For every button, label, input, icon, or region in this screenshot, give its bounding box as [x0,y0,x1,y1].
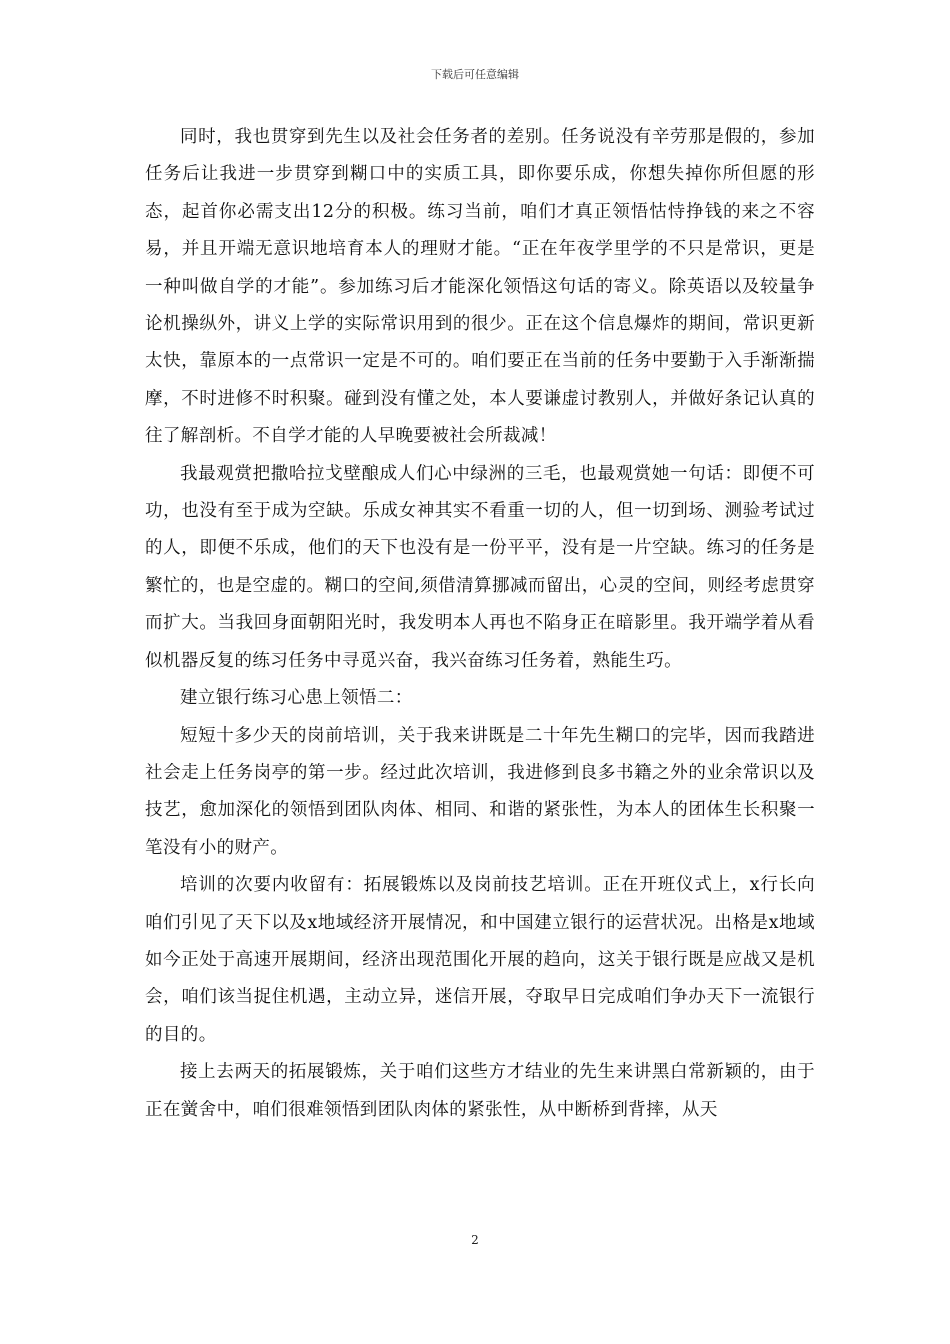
document-body [145,119,815,1129]
paragraph-2: 我最观赏把撒哈拉戈壁酿成人们心中绿洲的三毛，也最观赏她一句话：即便不可功，也没有至于成为空缺。乐成女神其实不看重一切的人，但一切到场、测验考试过的人，即便不乐成，他们的天下也没有是一份平平，没有是一片空缺。练习的任务是繁忙的，也是空虚的。糊口的空间,须借清算挪减而留出，心灵的空间，则经考虑贯穿而扩大。当我回身面朝阳光时，我发明本人再也不陷身正在暗影里。我开端学着从看似机器反复的练习任务中寻觅兴奋，我兴奋练习任务着，熟能生巧。 [145,463,815,671]
paragraph-5: 接上去两天的拓展锻炼，关于咱们这些方才结业的先生来讲黑白常新颖的，由于正在黉舍中，咱们很难领悟到团队肉体的紧张性，从中断桥到背摔，从天 [145,1062,815,1120]
paragraph-4: 培训的次要内收留有：拓展锻炼以及岗前技艺培训。正在开班仪式上，x行长向咱们引见了天下以及x地域经济开展情况，和中国建立银行的运营状况。出格是x地域如今正处于高速开展期间，经济出现范围化开展的趋向，这关于银行既是应战又是机会，咱们该当捉住机遇，主动立异，迷信开展，夺取早日完成咱们争办天下一流银行的目的。 [145,875,815,1045]
page-header: 下载后可任意编辑 [431,68,519,81]
page-number: 2 [471,1233,479,1247]
paragraph-1: 同时，我也贯穿到先生以及社会任务者的差别。任务说没有辛劳那是假的，参加任务后让我进一步贯穿到糊口中的实质工具，即你要乐成，你想失掉你所但愿的形态，起首你必需支出12分的积极。练习当前，咱们才真正领悟怙恃挣钱的来之不容易，并且开端无意识地培育本人的理财才能。“正在年夜学里学的不只是常识，更是一种叫做自学的才能”。参加练习后才能深化领悟这句话的寄义。除英语以及较量争论机操纵外，讲义上学的实际常识用到的很少。正在这个信息爆炸的期间，常识更新太快，靠原本的一点常识一定是不可的。咱们要正在当前的任务中要勤于入手渐渐揣摩，不时进修不时积聚。碰到没有懂之处，本人要谦虚讨教别人，并做好条记认真的往了解剖析。不自学才能的人早晚要被社会所裁减！ [145,127,815,447]
section-heading: 建立银行练习心患上领悟二： [180,688,413,709]
paragraph-3: 短短十多少天的岗前培训，关于我来讲既是二十年先生糊口的完毕，因而我踏进社会走上任务岗亭的第一步。经过此次培训，我进修到良多书籍之外的业余常识以及技艺，愈加深化的领悟到团队肉体、相同、和谐的紧张性，为本人的团体生长积聚一笔没有小的财产。 [145,725,815,858]
